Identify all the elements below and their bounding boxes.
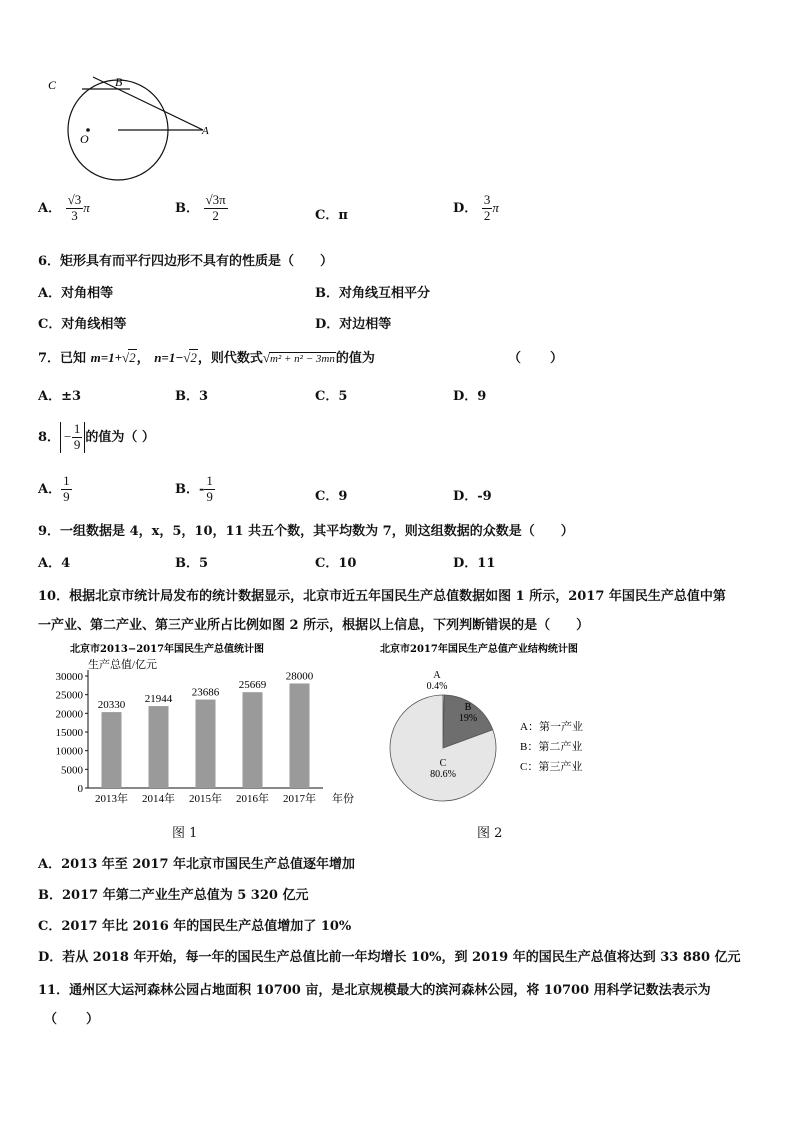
q6-option-a[interactable]: A．对角相等 <box>38 286 114 301</box>
bar <box>102 712 122 788</box>
y-tick-label: 20000 <box>55 708 83 721</box>
bar-data-label: 23686 <box>191 686 220 699</box>
bar-data-label: 25669 <box>238 679 267 692</box>
y-tick-label: 0 <box>77 783 83 795</box>
option-letter: B． <box>175 200 199 216</box>
q9-stem: 9．一组数据是 4，x，5，10，11 共五个数，其平均数为 7，则这组数据的众数是（ ） <box>38 524 574 539</box>
legend-item: A：第一产业 <box>520 721 583 733</box>
q11-answer-paren[interactable]: （ ） <box>44 1012 101 1027</box>
q5-option-b[interactable] <box>175 193 228 224</box>
pie-chart-title: 北京市2017年国民生产总值产业结构统计图 <box>380 644 578 655</box>
q9-option-a[interactable]: A．4 <box>38 556 71 571</box>
fraction: $\frac{3}{2}$ <box>483 192 491 223</box>
q9-option-b[interactable]: B．5 <box>175 556 209 571</box>
x-tick-label: 2017年 <box>283 793 316 805</box>
q10-option-a[interactable]: A．2013 年至 2017 年北京市国民生产总值逐年增加 <box>38 857 356 872</box>
q5-option-c[interactable]: C．π <box>315 208 348 223</box>
pie-slice-pct: 80.6% <box>430 769 456 780</box>
q11-stem: 11．通州区大运河森林公园占地面积 10700 亩，是北京规模最大的滨河森林公园，将 10700 用科学记数法表示为 <box>38 983 711 998</box>
pie-slice-pct: 0.4% <box>426 681 448 692</box>
bar <box>196 700 216 788</box>
y-tick-label: 15000 <box>55 727 83 739</box>
absolute-value: − $\frac{1}{9}$ <box>60 422 85 453</box>
pie-slice-label: A <box>433 670 441 681</box>
q7-answer-paren[interactable]: （ ） <box>508 351 565 366</box>
q5-option-a[interactable]: A． $\frac{√3}{3}$ π <box>38 192 90 223</box>
fig2-caption: 图 2 <box>477 826 503 841</box>
q6-option-b[interactable]: B．对角线互相平分 <box>315 286 430 301</box>
q9-option-c[interactable]: C．10 <box>315 556 357 571</box>
y-tick-label: 5000 <box>61 764 83 777</box>
q7-stem: 7．已知 m=1+√2， n=1−√2，则代数式√m² + n² − 3mn的值为 <box>38 350 375 366</box>
q10-option-d[interactable]: D．若从 2018 年开始，每一年的国民生产总值比前一年均增长 10%，到 2019 年的国民生产总值将达到 33 880 亿元 <box>38 950 741 965</box>
bar <box>243 692 263 788</box>
bar-data-label: 21944 <box>144 693 173 706</box>
tangent-line <box>93 77 203 130</box>
label-o: O <box>80 132 89 146</box>
q8-option-a[interactable]: A． $\frac{1}{9}$ <box>38 473 70 504</box>
label-b: B <box>115 75 123 89</box>
q7-option-b[interactable]: B．3 <box>175 389 209 404</box>
y-tick-label: 10000 <box>55 745 83 758</box>
q9-option-d[interactable]: D．11 <box>453 556 496 571</box>
y-tick-label: 25000 <box>55 689 83 702</box>
bar-data-label: 20330 <box>97 699 126 712</box>
bar-chart-axes <box>56 670 324 795</box>
pie-chart <box>378 640 638 812</box>
pie-chart-marks <box>390 670 496 801</box>
q6-stem: 6．矩形具有而平行四边形不具有的性质是（ ） <box>38 254 334 269</box>
q10-stem-line1: 10．根据北京市统计局发布的统计数据显示，北京市近五年国民生产总值数据如图 1 所示，2017 年国民生产总值中第 <box>38 589 726 604</box>
pie-chart-legend <box>520 719 583 773</box>
pie-slice-label: C <box>439 758 447 769</box>
label-a: A <box>202 125 209 137</box>
bar-chart-xlabel: 年份 <box>332 793 354 805</box>
bar-chart <box>38 640 378 812</box>
bar <box>290 683 310 788</box>
bar-chart-marks <box>95 670 316 805</box>
q8-option-b[interactable]: B．- $\frac{1}{9}$ <box>175 473 213 504</box>
q6-option-d[interactable]: D．对边相等 <box>315 317 392 332</box>
label-c: C <box>48 78 57 92</box>
bar-data-label: 28000 <box>285 670 314 683</box>
circle-tangent-figure <box>30 70 230 205</box>
bar <box>149 706 169 788</box>
legend-item: B：第二产业 <box>520 741 583 753</box>
y-tick-label: 30000 <box>55 671 83 683</box>
fraction: $\frac{√3}{3}$ <box>67 192 82 223</box>
pie-slice-label: B <box>464 702 472 713</box>
q8-option-c[interactable]: C．9 <box>315 489 348 504</box>
q8-stem: 8． − $\frac{1}{9}$ 的值为（ ） <box>38 421 155 452</box>
q10-stem-line2: 一产业、第二产业、第三产业所占比例如图 2 所示，根据以上信息，下列判断错误的是（ ） <box>38 618 590 633</box>
x-tick-label: 2014年 <box>142 793 175 805</box>
fig1-caption: 图 1 <box>172 826 198 841</box>
q10-option-b[interactable]: B．2017 年第二产业生产总值为 5 320 亿元 <box>38 888 309 903</box>
x-tick-label: 2013年 <box>95 793 128 805</box>
legend-item: C：第三产业 <box>520 761 583 773</box>
x-tick-label: 2016年 <box>236 793 269 805</box>
bar-chart-ylabel: 生产总值/亿元 <box>88 659 158 671</box>
q7-option-d[interactable]: D．9 <box>453 389 487 404</box>
q6-option-c[interactable]: C．对角线相等 <box>38 317 127 332</box>
q10-option-c[interactable]: C．2017 年比 2016 年的国民生产总值增加了 10% <box>38 919 352 934</box>
fraction: $\frac{√3\pi}{2}$ <box>205 192 226 223</box>
x-tick-label: 2015年 <box>189 793 222 805</box>
option-letter: D． <box>453 200 478 216</box>
q5-option-d[interactable]: D． $\frac{3}{2}$ π <box>453 192 499 223</box>
pie-slice-pct: 19% <box>458 713 478 724</box>
q8-option-d[interactable]: D．-9 <box>453 489 492 504</box>
q7-option-a[interactable]: A．±3 <box>38 389 82 404</box>
q7-option-c[interactable]: C．5 <box>315 389 348 404</box>
option-letter: A． <box>38 200 62 216</box>
bar-chart-title: 北京市2013−2017年国民生产总值统计图 <box>70 644 265 655</box>
